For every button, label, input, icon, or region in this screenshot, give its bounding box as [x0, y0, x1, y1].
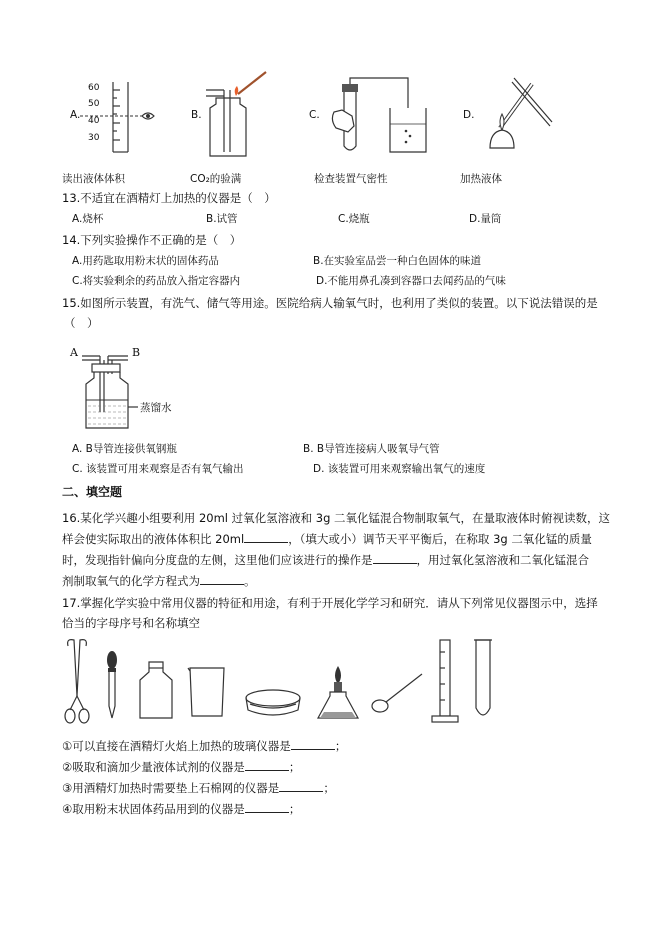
- q16-blank-1[interactable]: [244, 531, 288, 543]
- caption-airtightness: 检查装置气密性: [314, 173, 388, 185]
- cylinder-tick-40: 40: [88, 116, 100, 126]
- airtightness-check-figure: [320, 76, 440, 156]
- figure-label-d: D.: [463, 109, 475, 121]
- co2-full-test-figure: [200, 70, 280, 160]
- test-tube-figure: [472, 638, 494, 722]
- q13-stem: 13.不适宜在酒精灯上加热的仪器是（ ）: [62, 191, 276, 205]
- q17-item-4-end: ；: [288, 802, 301, 816]
- section-2-title: 二、填空题: [62, 485, 123, 499]
- q16-line4: [62, 573, 256, 589]
- q14-option-c: C.将实验剩余的药品放入指定容器内: [72, 275, 241, 287]
- alcohol-lamp-figure: [316, 662, 360, 722]
- q17-item-1-end: ；: [334, 739, 347, 753]
- q14-option-a: A.用药匙取用粉末状的固体药品: [72, 255, 219, 267]
- wash-bottle-figure: [78, 350, 188, 430]
- q17-item-3-text: ③用酒精灯加热时需要垫上石棉网的仪器是: [62, 781, 280, 795]
- dropper-figure: [102, 650, 122, 722]
- beaker-figure: [186, 666, 228, 720]
- evaporating-dish-figure: [244, 688, 302, 720]
- q17-blank-3[interactable]: [279, 780, 323, 792]
- q17-item-4-text: ④取用粉末状固体药品用到的仪器是: [62, 802, 245, 816]
- q16-line4-part-a: 剂制取氧气的化学方程式为: [62, 574, 200, 588]
- reagent-bottle-figure: [136, 660, 176, 720]
- q17-line2: 恰当的字母序号和名称填空: [62, 616, 200, 630]
- q17-item-2: [62, 759, 300, 775]
- q17-item-2-end: ；: [288, 760, 301, 774]
- q15-figure-label-a: A: [70, 346, 78, 359]
- q17-item-4: [62, 801, 300, 817]
- cylinder-tick-30: 30: [88, 133, 100, 143]
- q17-blank-2[interactable]: [245, 759, 289, 771]
- caption-read-volume: 读出液体体积: [62, 173, 125, 185]
- heating-liquid-figure: [478, 70, 558, 160]
- q14-option-d: D.不能用鼻孔凑到容器口去闻药品的气味: [316, 275, 506, 287]
- q15-option-c: C. 该装置可用来观察是否有氧气输出: [72, 463, 244, 475]
- q15-figure-label-b: B: [132, 346, 141, 359]
- q16-line2-part-a: 样会使实际取出的液体体积比 20ml: [62, 532, 245, 546]
- cylinder-tick-60: 60: [88, 83, 100, 93]
- q17-item-3: [62, 780, 335, 796]
- q17-blank-4[interactable]: [245, 801, 289, 813]
- caption-heating-liquid: 加热液体: [460, 173, 502, 185]
- q17-item-1-text: ①可以直接在酒精灯火焰上加热的玻璃仪器是: [62, 739, 291, 753]
- spoon-spatula-figure: [370, 672, 424, 716]
- q16-line3: [62, 552, 589, 568]
- q16-line2-part-b: ，（填大或小）调节天平平衡后，在称取 3g 二氧化锰的质量: [288, 532, 592, 546]
- q15-figure-label-water: 蒸馏水: [140, 402, 172, 414]
- q13-option-d: D.量筒: [469, 213, 502, 225]
- q16-blank-2[interactable]: [373, 552, 417, 564]
- q17-item-1: [62, 738, 346, 754]
- figure-label-b: B.: [191, 109, 202, 121]
- q16-line4-part-b: 。: [244, 574, 256, 588]
- q16-line3-part-a: 时，发现指针偏向分度盘的左侧，这里他们应该进行的操作是: [62, 553, 373, 567]
- q15-stem-line1: 15.如图所示装置，有洗气、储气等用途。医院给病人输氧气时，也利用了类似的装置。以下说法错误的是: [62, 296, 598, 310]
- q15-option-a: A. B导管连接供氧钢瓶: [72, 443, 177, 455]
- graduated-cylinder-figure: [430, 638, 460, 724]
- crucible-tongs-figure: [62, 636, 92, 726]
- q16-blank-3[interactable]: [200, 573, 244, 585]
- figure-label-a: A.: [70, 109, 81, 121]
- q16-line2: [62, 531, 592, 547]
- q13-option-a: A.烧杯: [72, 213, 104, 225]
- q17-item-2-text: ②吸取和滴加少量液体试剂的仪器是: [62, 760, 245, 774]
- q17-item-3-end: ；: [323, 781, 335, 795]
- q15-option-d: D. 该装置可用来观察输出氧气的速度: [313, 463, 486, 475]
- q15-option-b: B. B导管连接病人吸氧导气管: [303, 443, 440, 455]
- q17-line1: 17.掌握化学实验中常用仪器的特征和用途，有利于开展化学学习和研究．请从下列常见仪器图示中，选择: [62, 596, 598, 610]
- q14-option-b: B.在实验室品尝一种白色固体的味道: [313, 255, 482, 267]
- q13-option-c: C.烧瓶: [338, 213, 370, 225]
- q14-stem: 14.下列实验操作不正确的是（ ）: [62, 233, 242, 247]
- q13-option-b: B.试管: [206, 213, 238, 225]
- q16-line3-part-b: ，用过氧化氢溶液和二氧化锰混合: [416, 553, 589, 567]
- q17-blank-1[interactable]: [291, 738, 335, 750]
- caption-co2-test: CO₂的验满: [190, 173, 242, 185]
- figure-label-c: C.: [309, 109, 320, 121]
- cylinder-tick-50: 50: [88, 99, 100, 109]
- q15-stem-line2: （ ）: [64, 316, 99, 330]
- q16-line1: 16.某化学兴趣小组要利用 20ml 过氧化氢溶液和 3g 二氧化锰混合物制取氧气，在量取液体时俯视读数，这: [62, 511, 611, 525]
